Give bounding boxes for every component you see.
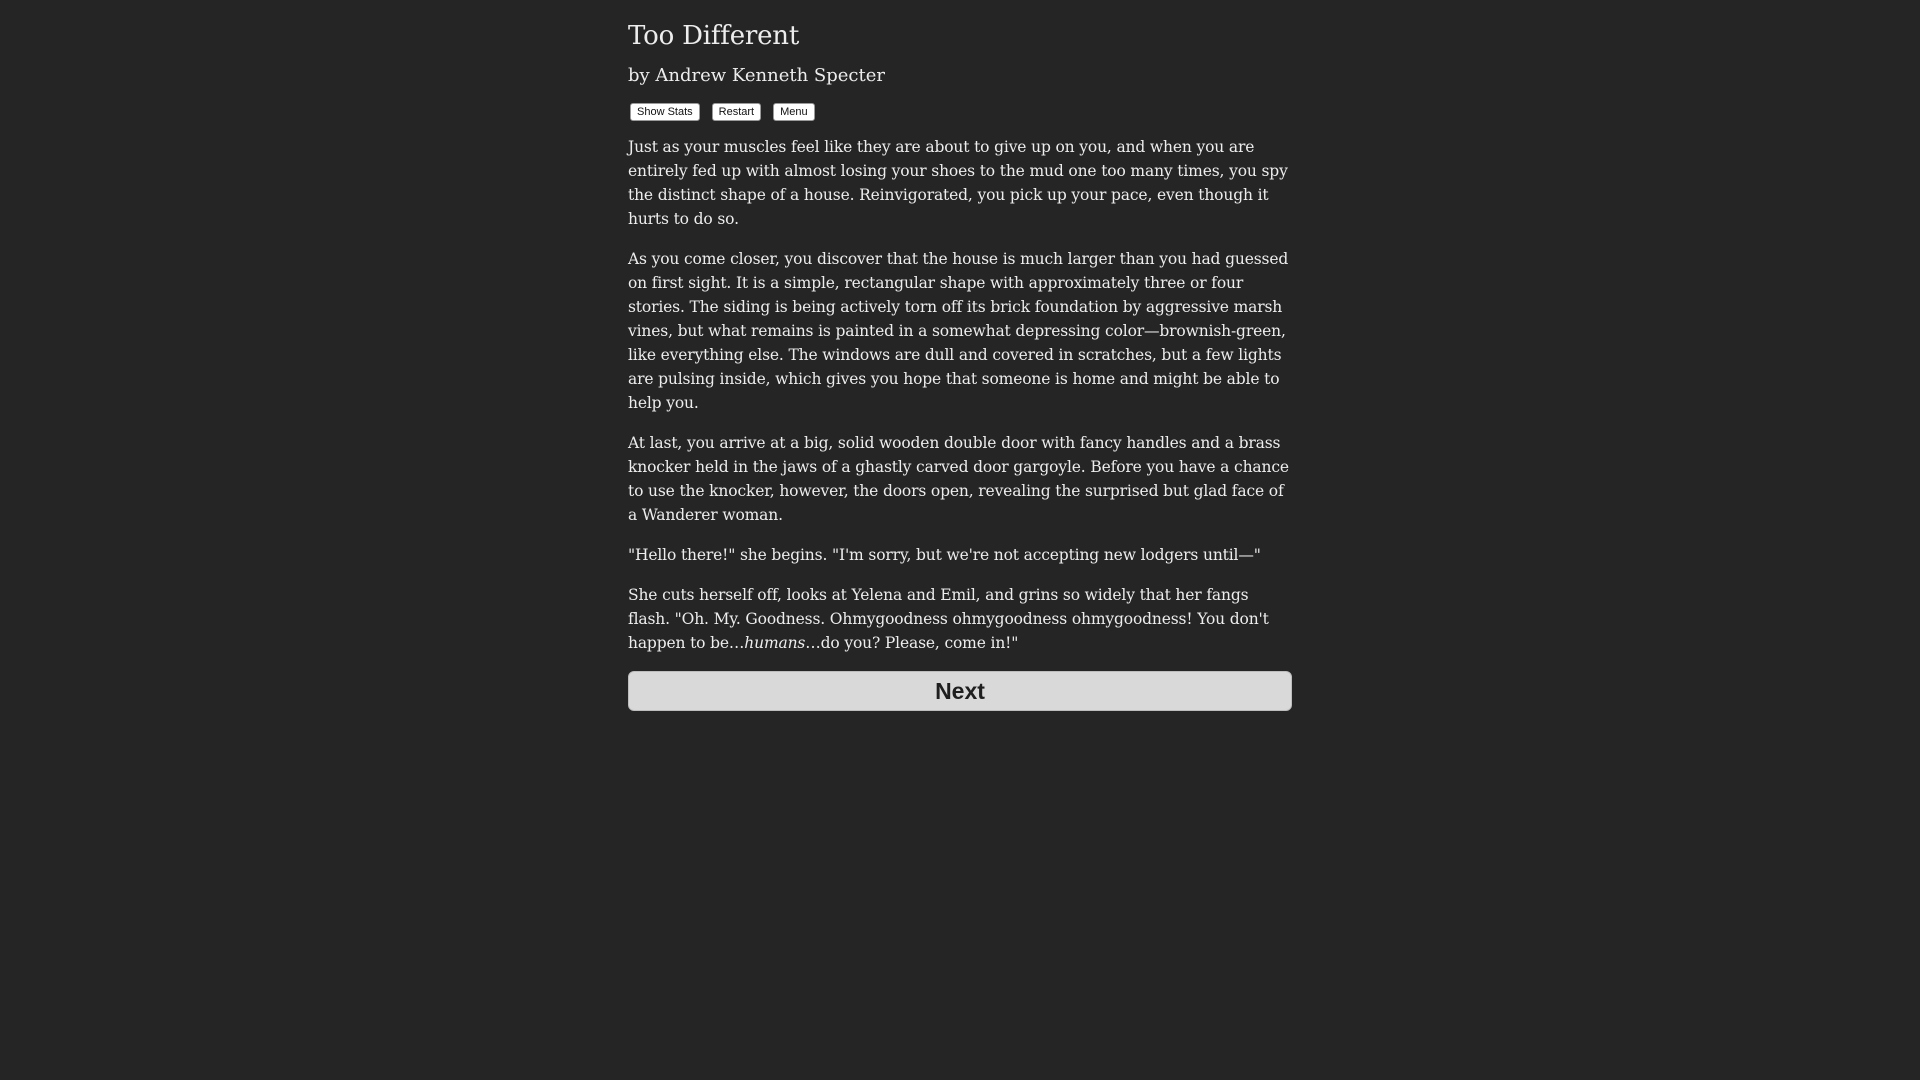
story-paragraph-1: Just as your muscles feel like they are about to give up on you, and when you are entirely fed up with almost losing your shoes to the mud one too many times, you spy the distinct shape of a house. Reinvigorated, you pick up your pace, even though it hurts to do so. [628,138,1288,228]
story-paragraph-3: At last, you arrive at a big, solid wooden double door with fancy handles and a brass knocker held in the jaws of a ghastly carved door gargoyle. Before you have a chance to use the knocker, however, the doors open, revealing the surprised but glad face of a Wanderer woman. [628,434,1289,524]
next-button[interactable]: Next [628,671,1292,711]
show-stats-button[interactable]: Show Stats [630,103,700,121]
menu-button[interactable]: Menu [773,103,815,121]
story-paragraph-5-start: She cuts herself off, looks at Yelena and Emil, and grins so widely that her fangs flash. "Oh. My. Goodness. Ohmygoodness ohmygoodness ohmygoodness! You don't happen to be… [628,586,1269,652]
game-title: Too Different [628,21,800,51]
story-paragraph-5-end: …do you? Please, come in!" [805,634,1019,652]
story-paragraph-2: As you come closer, you discover that the house is much larger than you had guessed on first sight. It is a simple, rectangular shape with approximately three or four stories. The siding is being actively torn off its brick foundation by aggressive marsh vines, but what remains is painted in a somewhat depressing color—brownish-green, like everything else. The windows are dull and covered in scratches, but a few lights are pulsing inside, which gives you hope that someone is home and might be able to help you. [628,250,1289,412]
story-paragraph-5 [628,583,1292,655]
restart-button[interactable]: Restart [712,103,761,121]
game-container [628,0,1292,711]
story-emphasis: humans [744,634,806,652]
story-paragraph-4: "Hello there!" she begins. "I'm sorry, but we're not accepting new lodgers until—" [628,546,1261,564]
story-text [628,135,1292,655]
game-author: by Andrew Kenneth Specter [628,65,885,86]
toolbar [628,103,1292,121]
